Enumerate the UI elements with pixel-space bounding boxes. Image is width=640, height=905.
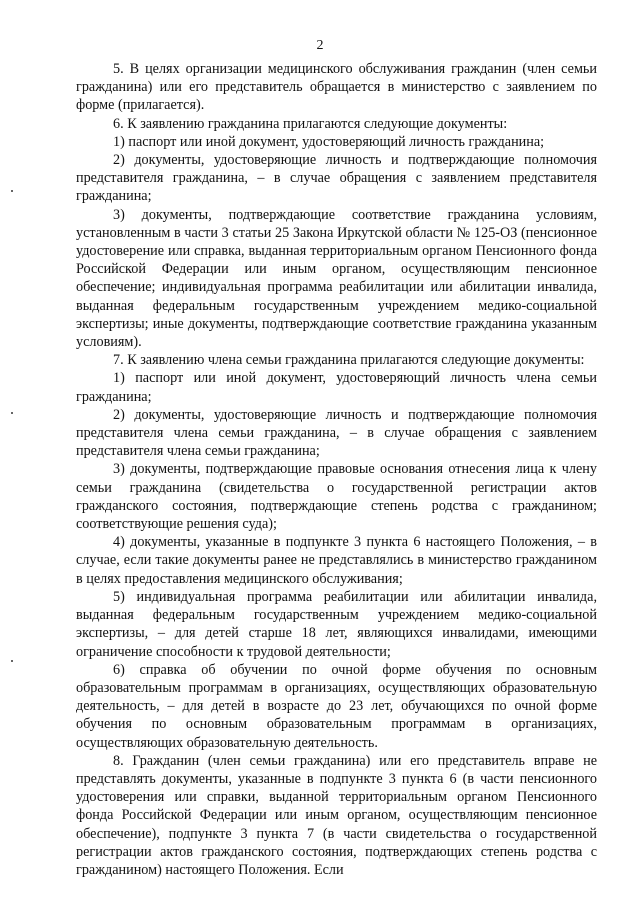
paragraph-8: 8. Гражданин (член семьи гражданина) или его представитель вправе не представлять документы, указанные в подпункте 3 пункта 6 (в части пенсионного удостоверения или справки, выданной территориальным органом Пенсионного фонда Российской Федерации или иным органом, осуществляющим пенсионное обеспечение), подпункте 3 пункта 7 (в части свидетельства о государственной регистрации актов гражданского состояния, подтверждающих степень родства с гражданином) настоящего Положения. Если — [76, 752, 597, 878]
paragraph-6-item-1: 1) паспорт или иной документ, удостоверяющий личность гражданина; — [113, 133, 545, 150]
paragraph-7-item-1: 1) паспорт или иной документ, удостоверяющий личность члена семьи гражданина; — [76, 370, 597, 405]
scan-margin-mark — [11, 660, 13, 662]
scan-margin-mark — [11, 412, 13, 414]
paragraph-6-item-2: 2) документы, удостоверяющие личность и подтверждающие полномочия представителя гражданина, – в случае обращения с заявлением представителя гражданина; — [76, 152, 597, 205]
paragraph-7-item-2: 2) документы, удостоверяющие личность и подтверждающие полномочия представителя члена семьи гражданина, – в случае обращения с заявлением представителя члена семьи гражданина; — [76, 406, 597, 460]
paragraph-7-item-6: 6) справка об обучении по очной форме обучения по основным образовательным программам в организациях, осуществляющих образовательную деятельность, – для детей в возрасте до 23 лет, обучающихся по очной форме обучения по основным образовательным программам в организациях, осуществляющих образовательную деятельность. — [76, 661, 597, 751]
paragraph-6-item-3: 3) документы, подтверждающие соответствие гражданина условиям, установленным в части 3 статьи 25 Закона Иркутской области № 125-ОЗ (пенсионное удостоверение или справка, выданная территориальным органом Пенсионного фонда Российской Федерации или иным органом, осуществляющим пенсионное обеспечение; индивидуальная программа реабилитации или абилитации инвалида, выданная федеральным государственным учреждением медико-социальной экспертизы; иные документы, подтверждающие соответствие гражданина указанным условиям). — [76, 206, 597, 351]
paragraph-7-item-3: 3) документы, подтверждающие правовые основания отнесения лица к члену семьи гражданина (свидетельства о государственной регистрации актов гражданского состояния, подтверждающие степень родства с гражданином; соответствующие решения суда); — [76, 461, 597, 533]
paragraph-7-item-5: 5) индивидуальная программа реабилитации или абилитации инвалида, выданная федеральным государственным учреждением медико-социальной экспертизы, – для детей старше 18 лет, являющихся инвалидами, имеющими ограничение способности к трудовой деятельности; — [76, 588, 597, 660]
paragraph-7-item-4: 4) документы, указанные в подпункте 3 пункта 6 настоящего Положения, – в случае, если такие документы ранее не представлялись в министерство гражданином в целях предоставления медицинского обслуживания; — [76, 534, 597, 587]
scan-margin-mark — [11, 190, 13, 192]
paragraph-5: 5. В целях организации медицинского обслуживания гражданин (член семьи гражданина) или его представитель обращается в министерство с заявлением по форме (прилагается). — [76, 61, 597, 114]
document-body — [76, 60, 597, 879]
paragraph-7: 7. К заявлению члена семьи гражданина прилагаются следующие документы: — [113, 352, 585, 369]
page-number: 2 — [316, 38, 324, 53]
paragraph-6: 6. К заявлению гражданина прилагаются следующие документы: — [113, 115, 508, 132]
